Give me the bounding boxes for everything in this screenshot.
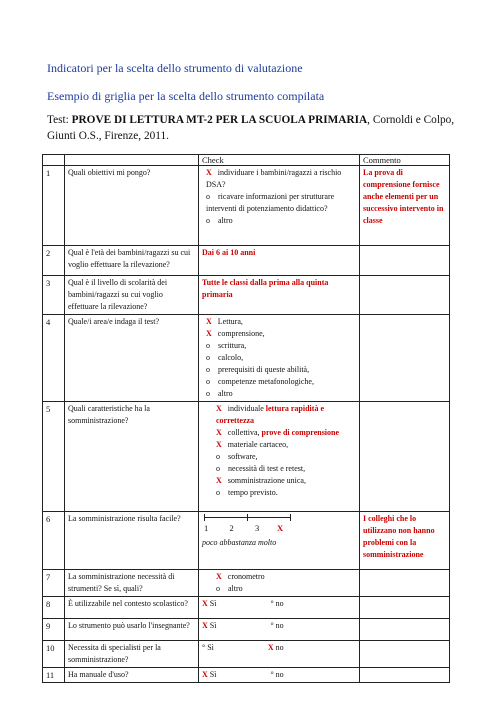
checked-mark: X bbox=[216, 428, 222, 437]
row-number: 6 bbox=[43, 512, 65, 570]
option-text: somministrazione unica, bbox=[227, 476, 306, 485]
option-text: individuale bbox=[227, 404, 266, 413]
checkbox-empty: o bbox=[206, 389, 210, 398]
table-row bbox=[43, 246, 450, 276]
option-text: altro bbox=[228, 584, 243, 593]
table-row bbox=[43, 512, 450, 570]
test-authors: , Cornoldi e Colpo, Giunti O.S., Firenze, 2011. bbox=[47, 114, 455, 142]
header-comment: Commento bbox=[360, 155, 450, 166]
table-row bbox=[43, 276, 450, 315]
option-text: software, bbox=[228, 452, 258, 461]
checked-mark: X bbox=[202, 670, 208, 679]
checkbox-empty: o bbox=[206, 341, 210, 350]
table-row bbox=[43, 315, 450, 402]
option-text: altro bbox=[218, 216, 233, 225]
checkbox-empty: o bbox=[206, 353, 210, 362]
option-text: comprensione, bbox=[217, 329, 265, 338]
checked-mark: X bbox=[216, 404, 222, 413]
row-comment bbox=[360, 276, 450, 315]
row-check bbox=[199, 402, 360, 512]
option-yes: Sì bbox=[209, 621, 217, 630]
row-check bbox=[199, 512, 360, 570]
unchecked-mark: ° bbox=[270, 599, 274, 608]
option-text: necessità di test e retest, bbox=[228, 464, 306, 473]
table-row bbox=[43, 570, 450, 597]
row-question: Ha manuale d'uso? bbox=[65, 668, 199, 683]
row-question: Quali caratteristiche ha la somministrazione? bbox=[65, 402, 199, 512]
row-comment bbox=[360, 597, 450, 619]
row-question: Qual è il livello di scolarità dei bambini/ragazzi su cui voglio effettuare la rilevazione? bbox=[65, 276, 199, 315]
checkbox-empty: o bbox=[206, 377, 210, 386]
rating-scale bbox=[202, 513, 356, 537]
option-text: collettiva, bbox=[227, 428, 262, 437]
scale-words: poco abbastanza molto bbox=[202, 538, 277, 547]
option-text: cronometro bbox=[227, 572, 265, 581]
option-yes: Sì bbox=[207, 643, 214, 652]
header-question bbox=[65, 155, 199, 166]
checked-mark: X bbox=[206, 317, 212, 326]
checkbox-empty: o bbox=[216, 464, 220, 473]
row-question: Quali obiettivi mi pongo? bbox=[65, 166, 199, 246]
checkbox-empty: o bbox=[206, 216, 210, 225]
option-yes: Sì bbox=[209, 670, 217, 679]
checked-mark: X bbox=[206, 168, 212, 177]
row-question: Necessita di specialisti per la somministrazione? bbox=[65, 641, 199, 668]
row-number: 2 bbox=[43, 246, 65, 276]
row-number: 8 bbox=[43, 597, 65, 619]
row-comment bbox=[360, 641, 450, 668]
row-answer: Dai 6 ai 10 anni bbox=[199, 246, 360, 276]
row-question: La somministrazione necessità di strumenti? Se sì, quali? bbox=[65, 570, 199, 597]
option-text: scrittura, bbox=[218, 341, 247, 350]
checked-mark: X bbox=[267, 643, 274, 652]
row-number: 3 bbox=[43, 276, 65, 315]
table-row bbox=[43, 641, 450, 668]
row-number: 10 bbox=[43, 641, 65, 668]
checkbox-empty: o bbox=[216, 488, 220, 497]
option-text: ricavare informazioni per strutturare interventi di potenziamento didattico? bbox=[206, 192, 335, 213]
row-check bbox=[199, 619, 360, 641]
option-no: no bbox=[275, 621, 284, 630]
option-text: altro bbox=[218, 389, 233, 398]
row-number: 7 bbox=[43, 570, 65, 597]
row-comment bbox=[360, 570, 450, 597]
checkbox-empty: o bbox=[216, 452, 220, 461]
checkbox-empty: o bbox=[206, 192, 210, 201]
option-text: calcolo, bbox=[218, 353, 244, 362]
option-note: prove di comprensione bbox=[261, 428, 340, 437]
table-row bbox=[43, 597, 450, 619]
table-header-row bbox=[43, 155, 450, 166]
row-comment bbox=[360, 402, 450, 512]
doc-subtitle: Esempio di griglia per la scelta dello strumento compilata bbox=[47, 89, 325, 103]
checked-mark: X bbox=[202, 599, 208, 608]
option-text: tempo previsto. bbox=[228, 488, 278, 497]
option-no: no bbox=[275, 599, 284, 608]
option-note: lettura rapidità e correttezza bbox=[216, 404, 324, 425]
row-check bbox=[199, 315, 360, 402]
checked-mark: X bbox=[216, 476, 222, 485]
table-row bbox=[43, 166, 450, 246]
row-number: 11 bbox=[43, 668, 65, 683]
scale-tick bbox=[247, 514, 248, 521]
row-comment: I colleghi che lo utilizzano non hanno problemi con la somministrazione bbox=[360, 512, 450, 570]
checked-mark: X bbox=[206, 329, 212, 338]
scale-tick bbox=[204, 514, 205, 521]
row-comment bbox=[360, 246, 450, 276]
row-number: 9 bbox=[43, 619, 65, 641]
row-comment bbox=[360, 668, 450, 683]
row-question: Quale/i area/e indaga il test? bbox=[65, 315, 199, 402]
checkbox-empty: o bbox=[206, 365, 210, 374]
row-comment: La prova di comprensione fornisce anche elementi per un successivo intervento in classe bbox=[360, 166, 450, 246]
test-prefix: Test: bbox=[47, 114, 72, 126]
option-text: prerequisiti di queste abilità, bbox=[218, 365, 310, 374]
option-yes: Sì bbox=[209, 599, 217, 608]
row-comment bbox=[360, 315, 450, 402]
unchecked-mark: ° bbox=[270, 670, 274, 679]
header-num bbox=[43, 155, 65, 166]
row-check bbox=[199, 166, 360, 246]
checked-mark: X bbox=[216, 440, 222, 449]
option-text: materiale cartaceo, bbox=[227, 440, 289, 449]
option-no: no bbox=[275, 643, 284, 652]
row-answer: Tutte le classi dalla prima alla quinta primaria bbox=[199, 276, 360, 315]
checked-mark: X bbox=[202, 621, 208, 630]
scale-numbers: 1 2 3 bbox=[204, 523, 260, 533]
row-number: 4 bbox=[43, 315, 65, 402]
checked-mark: X bbox=[216, 572, 222, 581]
row-check bbox=[199, 597, 360, 619]
option-text: Lettura, bbox=[217, 317, 243, 326]
row-question: Lo strumento può usarlo l'insegnante? bbox=[65, 619, 199, 641]
option-text: individuare i bambini/ragazzi a rischio DSA? bbox=[206, 168, 342, 189]
row-question: La somministrazione risulta facile? bbox=[65, 512, 199, 570]
table-row bbox=[43, 402, 450, 512]
scale-tick bbox=[290, 514, 291, 521]
scale-selected-mark: X bbox=[277, 523, 284, 533]
table-row bbox=[43, 668, 450, 683]
row-number: 1 bbox=[43, 166, 65, 246]
row-question: Qual è l'età dei bambini/ragazzi su cui voglio effettuare la rilevazione? bbox=[65, 246, 199, 276]
header-check: Check bbox=[199, 155, 360, 166]
table-row bbox=[43, 619, 450, 641]
test-name: PROVE DI LETTURA MT-2 PER LA SCUOLA PRIMARIA bbox=[71, 114, 368, 126]
row-check bbox=[199, 570, 360, 597]
option-no: no bbox=[275, 670, 284, 679]
row-question: È utilizzabile nel contesto scolastico? bbox=[65, 597, 199, 619]
row-check bbox=[199, 641, 360, 668]
unchecked-mark: ° bbox=[270, 621, 274, 630]
row-check bbox=[199, 668, 360, 683]
evaluation-grid bbox=[42, 154, 450, 683]
doc-title: Indicatori per la scelta dello strumento di valutazione bbox=[47, 61, 303, 75]
row-number: 5 bbox=[43, 402, 65, 512]
row-comment bbox=[360, 619, 450, 641]
unchecked-mark: ° bbox=[202, 643, 206, 652]
option-text: competenze metafonologiche, bbox=[218, 377, 314, 386]
checkbox-empty: o bbox=[216, 584, 220, 593]
test-description bbox=[47, 112, 467, 144]
